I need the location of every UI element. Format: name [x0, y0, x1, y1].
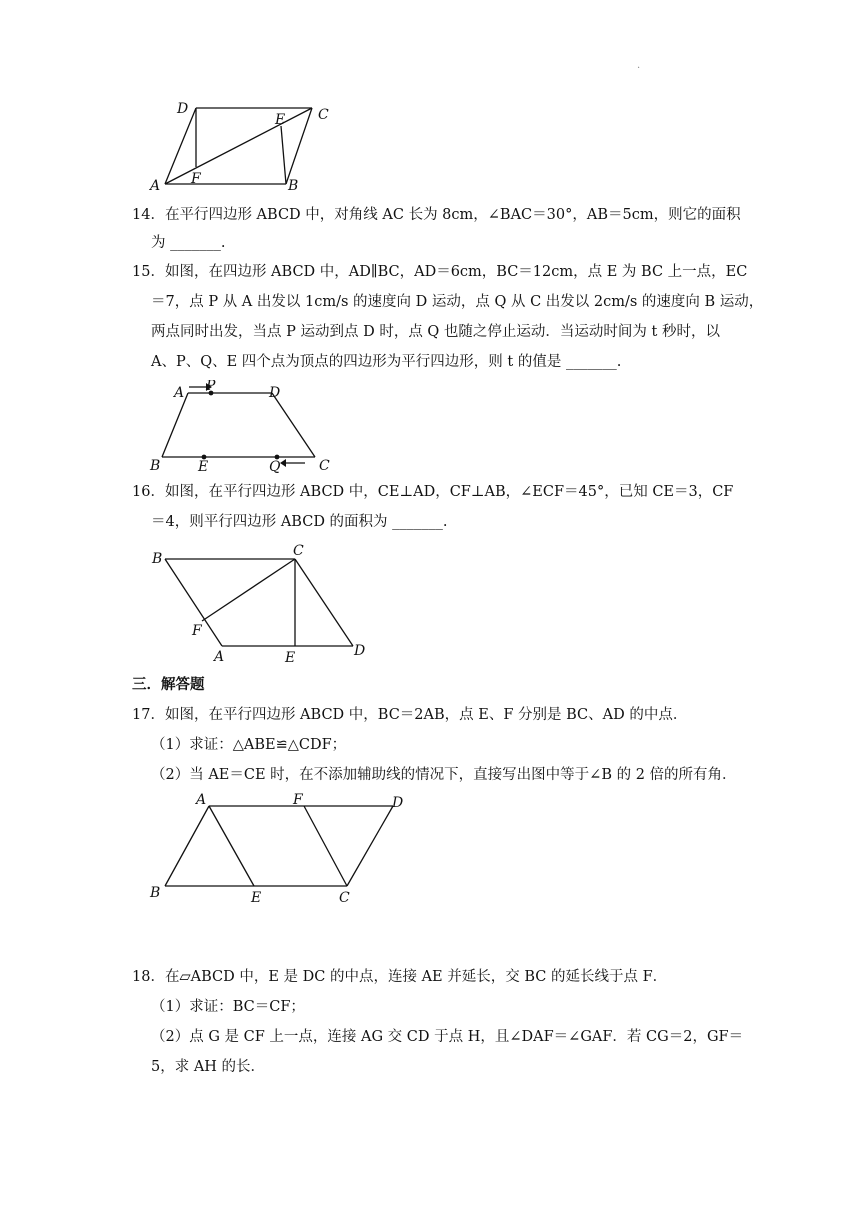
header-mark: . [637, 60, 641, 71]
figure-q17 [140, 790, 420, 910]
label-C: C [319, 458, 330, 474]
label-C: C [339, 890, 350, 906]
edge-dc [272, 393, 315, 457]
q17-part2: （2）当 AE＝CE 时，在不添加辅助线的情况下，直接写出图中等于∠B 的 2 倍的所有角． [151, 767, 737, 783]
section-heading: 三．解答题 [132, 676, 205, 693]
arrow-q-head-icon [280, 459, 286, 467]
q15-line1: 15．如图，在四边形 ABCD 中，AD∥BC，AD＝6cm，BC＝12cm，点 E 为 BC 上一点，EC [132, 264, 748, 280]
label-E: E [198, 459, 209, 475]
q14-line1: 14．在平行四边形 ABCD 中，对角线 AC 长为 8cm，∠BAC＝30°，AB＝5cm，则它的面积 [132, 207, 741, 223]
q15-line3: 两点同时出发，当点 P 运动到点 D 时，点 Q 也随之停止运动．当运动时间为 t 秒时，以 [151, 324, 720, 340]
label-B: B [150, 458, 161, 474]
label-B: B [152, 551, 163, 567]
label-D: D [354, 643, 366, 659]
figure-q15-svg [140, 380, 350, 475]
figure-q17-svg [140, 790, 420, 910]
q18-part2-line1: （2）点 G 是 CF 上一点，连接 AG 交 CD 于点 H，且∠DAF＝∠GAF．若 CG＝2，GF＝ [151, 1029, 744, 1045]
label-Q: Q [269, 459, 281, 475]
label-P: P [206, 380, 216, 394]
label-A: A [150, 178, 161, 194]
q16-line1: 16．如图，在平行四边形 ABCD 中，CE⊥AD，CF⊥AB，∠ECF＝45°，已知 CE＝3，CF [132, 484, 734, 500]
q16-line2: ＝4，则平行四边形 ABCD 的面积为 _______. [151, 514, 448, 530]
edge-ab [165, 806, 209, 886]
q18-part1: （1）求证：BC＝CF； [151, 999, 305, 1015]
q17-line1: 17．如图，在平行四边形 ABCD 中，BC＝2AB，点 E、F 分别是 BC、AD 的中点． [132, 707, 688, 723]
q18-part2-line2: 5，求 AH 的长． [151, 1059, 266, 1075]
q15-line4: A、P、Q、E 四个点为顶点的四边形为平行四边形，则 t 的值是 _______. [151, 354, 622, 370]
edge-dc [347, 806, 393, 886]
label-D: D [269, 385, 281, 401]
label-B: B [288, 178, 299, 194]
label-E: E [275, 112, 286, 128]
label-A: A [174, 385, 185, 401]
label-E: E [285, 650, 296, 666]
label-E: E [251, 890, 262, 906]
label-C: C [318, 107, 329, 123]
label-B: B [150, 885, 161, 901]
edge-cd [295, 559, 353, 646]
segment-ae [209, 806, 254, 886]
figure-q13 [140, 95, 370, 195]
edge-ab [162, 393, 188, 457]
label-A: A [196, 792, 207, 808]
q15-line2: ＝7，点 P 从 A 出发以 1cm/s 的速度向 D 运动，点 Q 从 C 出发以 2cm/s 的速度向 B 运动， [151, 294, 764, 310]
q14-line2: 为 _______. [151, 235, 226, 251]
label-F: F [191, 171, 201, 187]
figure-q16 [140, 540, 380, 670]
segment-cf [202, 559, 295, 621]
q18-line1: 18．在▱ABCD 中，E 是 DC 的中点，连接 AE 并延长，交 BC 的延长线于点 F． [132, 969, 668, 985]
figure-q16-svg [140, 540, 380, 670]
figure-q15 [140, 380, 350, 475]
label-C: C [293, 543, 304, 559]
label-D: D [177, 101, 189, 117]
segment-be [281, 126, 286, 184]
segment-fc [304, 806, 347, 886]
label-D: D [392, 795, 404, 811]
label-A: A [214, 649, 225, 665]
label-F: F [293, 792, 303, 808]
figure-q13-svg [140, 95, 370, 195]
label-F: F [192, 623, 202, 639]
q17-part1: （1）求证：△ABE≌△CDF； [151, 737, 347, 753]
